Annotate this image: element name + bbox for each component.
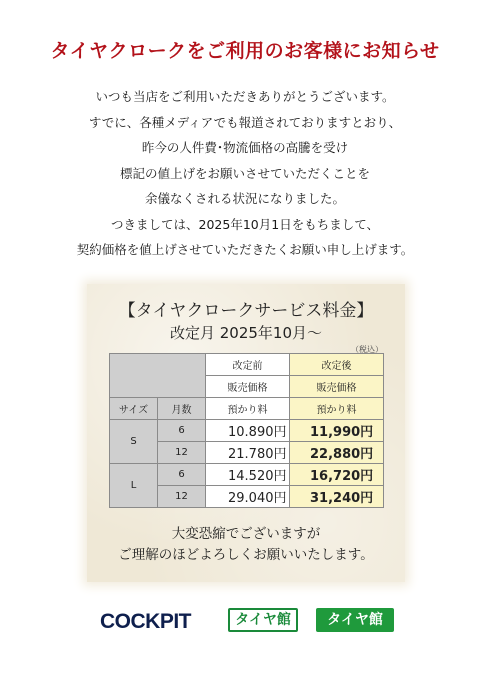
table-header-row bbox=[110, 398, 384, 420]
closing-line: 大変恐縮でございますが bbox=[171, 526, 321, 542]
table-corner-cell bbox=[110, 354, 206, 398]
notice-line: 標記の値上げをお願いさせていただくことを bbox=[119, 165, 370, 181]
tyre-kan-filled-logo: タイヤ館 bbox=[316, 608, 394, 632]
price-before-cell: 10.890円 bbox=[206, 420, 290, 442]
price-before-cell: 29.040円 bbox=[206, 486, 290, 508]
header-sales-price-after: 販売価格 bbox=[290, 376, 384, 398]
header-months: 月数 bbox=[158, 398, 206, 420]
header-deposit-before: 預かり料 bbox=[206, 398, 290, 420]
notice-body bbox=[0, 84, 490, 263]
price-before-cell: 14.520円 bbox=[206, 464, 290, 486]
price-after-cell: 22,880円 bbox=[290, 442, 384, 464]
price-after-cell: 31,240円 bbox=[290, 486, 384, 508]
notice-line: つきましては、2025年10月1日をもちまして、 bbox=[111, 216, 379, 232]
header-deposit-after: 預かり料 bbox=[290, 398, 384, 420]
closing-message bbox=[87, 524, 405, 566]
header-before: 改定前 bbox=[206, 354, 290, 376]
price-after-cell: 11,990円 bbox=[290, 420, 384, 442]
header-sales-price-before: 販売価格 bbox=[206, 376, 290, 398]
months-cell: 6 bbox=[158, 420, 206, 442]
header-size: サイズ bbox=[110, 398, 158, 420]
price-panel bbox=[87, 284, 405, 582]
tax-note: （税込） bbox=[351, 345, 383, 354]
cockpit-logo: COCKPIT bbox=[100, 610, 191, 633]
table-header-row bbox=[110, 354, 384, 376]
notice-line: すでに、各種メディアでも報道されておりますとおり、 bbox=[88, 114, 402, 130]
notice-line: いつも当店をご利用いただきありがとうございます。 bbox=[95, 89, 395, 104]
notice-line: 余儀なくされる状況になりました。 bbox=[144, 191, 345, 206]
notice-line: 昨今の人件費･物流価格の高騰を受け bbox=[141, 140, 349, 155]
notice-title: タイヤクロークをご利用のお客様にお知らせ bbox=[50, 40, 440, 62]
notice-line: 契約価格を値上げさせていただきたくお願い申し上げます。 bbox=[76, 242, 414, 257]
months-cell: 6 bbox=[158, 464, 206, 486]
closing-line: ご理解のほどよろしくお願いいたします。 bbox=[118, 547, 374, 563]
months-cell: 12 bbox=[158, 486, 206, 508]
table-row bbox=[110, 464, 384, 486]
revision-month: 改定月 2025年10月～ bbox=[169, 324, 323, 342]
price-panel-title: 【タイヤクロークサービス料金】 bbox=[118, 301, 374, 321]
price-before-cell: 21.780円 bbox=[206, 442, 290, 464]
size-cell: L bbox=[110, 464, 158, 508]
brand-logos bbox=[0, 606, 490, 636]
months-cell: 12 bbox=[158, 442, 206, 464]
tyre-kan-outline-logo: タイヤ館 bbox=[228, 608, 298, 632]
header-after: 改定後 bbox=[290, 354, 384, 376]
size-cell: S bbox=[110, 420, 158, 464]
price-table bbox=[109, 353, 384, 508]
table-row bbox=[110, 420, 384, 442]
price-after-cell: 16,720円 bbox=[290, 464, 384, 486]
